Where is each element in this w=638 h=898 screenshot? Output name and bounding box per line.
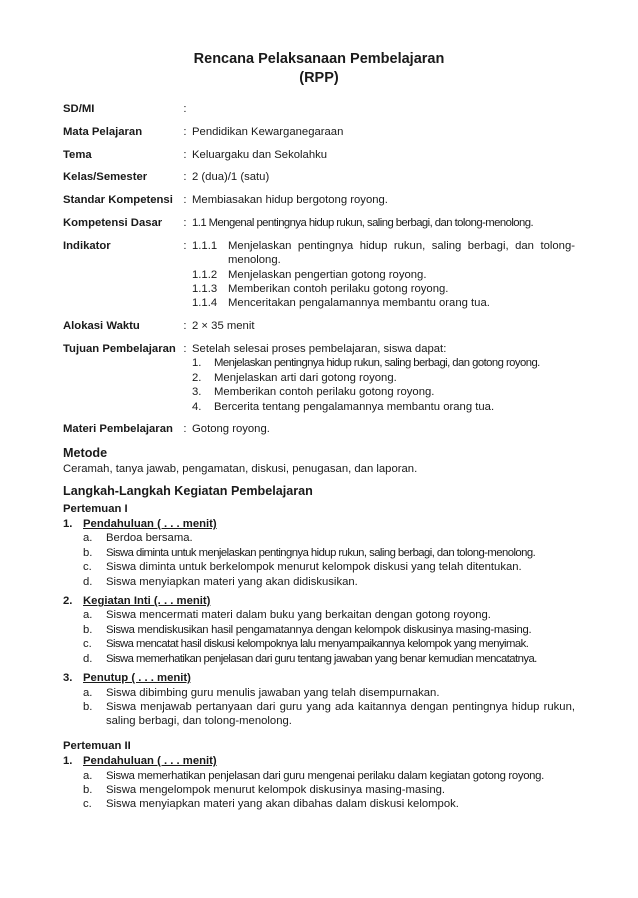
item-letter: d.: [83, 575, 93, 588]
step-label: Penutup ( . . . menit): [83, 672, 191, 685]
meta-row-kd: [63, 216, 575, 239]
tujuan-intro: Setelah selesai proses pembelajaran, siswa dapat:: [192, 343, 447, 355]
indikator-list: [192, 239, 575, 319]
item-text: Menceritakan pengalamannya membantu orang tua.: [228, 297, 490, 310]
step-label: Kegiatan Inti (. . . menit): [83, 595, 211, 608]
step-number: 3.: [63, 672, 73, 685]
rpp-identity-table: [63, 102, 575, 445]
meeting-title-2: Pertemuan II: [63, 739, 131, 752]
meta-colon: :: [183, 148, 187, 161]
item-number: 4.: [192, 400, 202, 413]
list-item: [63, 546, 575, 560]
meta-row-tujuan: [63, 342, 575, 422]
list-item: [63, 652, 575, 666]
meta-value: Keluargaku dan Sekolahku: [192, 148, 328, 161]
meta-label: Kelas/Semester: [63, 171, 148, 184]
item-letter: a.: [83, 686, 93, 699]
item-letter: c.: [83, 798, 92, 811]
item-number: 1.1.1: [192, 239, 218, 252]
document-page: [63, 50, 575, 812]
list-item: [192, 371, 575, 385]
item-text: Siswa diminta untuk menjelaskan pentingnya hidup rukun, saling berbagi, dan tolong-menolong.: [106, 546, 536, 559]
item-number: 1.: [192, 357, 202, 370]
meta-colon: :: [183, 423, 187, 436]
meta-row-materi: [63, 422, 575, 445]
item-text: Menjelaskan pentingnya hidup rukun, saling berbagi, dan tolong-menolong.: [228, 239, 575, 267]
meta-colon: :: [183, 343, 187, 355]
meta-label: Tujuan Pembelajaran: [63, 343, 176, 355]
meta-row-indikator: [63, 239, 575, 319]
meta-value: 2 × 35 menit: [192, 320, 255, 333]
list-item: [192, 239, 575, 268]
meta-colon: :: [183, 103, 187, 115]
meta-value: 2 (dua)/1 (satu): [192, 171, 270, 184]
meta-label: Kompetensi Dasar: [63, 216, 163, 229]
meta-colon: :: [183, 239, 187, 252]
list-item: [192, 356, 575, 370]
item-letter: a.: [83, 532, 93, 545]
meta-value: Membiasakan hidup bergotong royong.: [192, 194, 388, 207]
item-text: Siswa mencatat hasil diskusi kelompoknya lalu menyampaikannya kelompok yang menyimak.: [106, 638, 529, 651]
item-number: 1.1.2: [192, 268, 218, 281]
list-item: [192, 400, 575, 414]
meta-row-alokasi: [63, 319, 575, 342]
meta-colon: :: [183, 171, 187, 184]
list-item: [63, 797, 575, 811]
step-label: Pendahuluan ( . . . menit): [83, 518, 217, 531]
item-text: Siswa menyiapkan materi yang akan didiskusikan.: [106, 575, 358, 588]
meta-label: SD/MI: [63, 103, 95, 115]
meta-row-sd: [63, 102, 575, 125]
item-text: Siswa mencermati materi dalam buku yang berkaitan dengan gotong royong.: [106, 609, 491, 622]
meeting-title-1: Pertemuan I: [63, 502, 128, 515]
meta-label: Standar Kompetensi: [63, 194, 173, 207]
item-text: Siswa memerhatikan penjelasan dari guru mengenai perilaku dalam kegiatan gotong royong.: [106, 769, 544, 782]
list-item: [63, 608, 575, 622]
meta-row-mapel: [63, 125, 575, 148]
title-line-2: (RPP): [299, 70, 339, 86]
meta-row-kelas: [63, 170, 575, 193]
meta-colon: :: [183, 216, 187, 229]
item-letter: d.: [83, 652, 93, 665]
item-number: 1.1.4: [192, 297, 218, 310]
item-text: Menjelaskan pentingnya hidup rukun, saling berbagi, dan gotong royong.: [214, 357, 540, 370]
item-letter: b.: [83, 783, 93, 796]
item-text: Siswa diminta untuk berkelompok menurut kelompok diskusi yang telah ditentukan.: [106, 561, 522, 574]
step-label: Pendahuluan ( . . . menit): [83, 755, 217, 768]
list-item: [192, 268, 575, 282]
tujuan-list: [192, 342, 575, 422]
meta-colon: :: [183, 125, 187, 138]
meta-label: Alokasi Waktu: [63, 320, 140, 333]
meta-label: Tema: [63, 148, 92, 161]
list-item: [63, 531, 575, 545]
meta-value: Gotong royong.: [192, 423, 270, 436]
item-letter: b.: [83, 700, 93, 713]
meta-colon: :: [183, 194, 187, 207]
item-text: Siswa dibimbing guru menulis jawaban yang telah disempurnakan.: [106, 686, 440, 699]
item-number: 3.: [192, 386, 202, 399]
item-letter: b.: [83, 546, 93, 559]
item-text: Siswa mengelompok menurut kelompok diskusinya masing-masing.: [106, 783, 446, 796]
item-letter: a.: [83, 609, 93, 622]
step-number: 1.: [63, 755, 73, 768]
list-item: [192, 282, 575, 296]
document-title: [63, 50, 575, 88]
item-text: Siswa menyiapkan materi yang akan dibahas dalam diskusi kelompok.: [106, 798, 459, 811]
meta-value: 1.1 Mengenal pentingnya hidup rukun, saling berbagi, dan tolong-menolong.: [192, 216, 534, 229]
item-text: Berdoa bersama.: [106, 532, 193, 545]
list-item: [63, 769, 575, 783]
list-item: [63, 637, 575, 651]
item-number: 2.: [192, 371, 202, 384]
item-letter: a.: [83, 769, 93, 782]
item-number: 1.1.3: [192, 283, 218, 295]
list-item: [192, 296, 575, 310]
item-text: Siswa mendiskusikan hasil pengamatannya dengan kelompok diskusinya masing-masing.: [106, 623, 532, 636]
step-number: 2.: [63, 595, 73, 608]
step-heading: [63, 671, 575, 685]
item-text: Bercerita tentang pengalamannya membantu orang tua.: [214, 400, 495, 413]
item-text: Memberikan contoh perilaku gotong royong.: [228, 283, 449, 295]
item-text: Menjelaskan arti dari gotong royong.: [214, 371, 397, 384]
step-heading: [63, 517, 575, 531]
item-text: Menjelaskan pengertian gotong royong.: [228, 268, 427, 281]
meta-row-tema: [63, 148, 575, 171]
item-letter: c.: [83, 638, 92, 651]
metode-text: Ceramah, tanya jawab, pengamatan, diskusi, penugasan, dan laporan.: [63, 463, 418, 476]
meta-label: Materi Pembelajaran: [63, 423, 173, 436]
list-item: [63, 623, 575, 637]
list-item: [63, 560, 575, 574]
meta-label: Mata Pelajaran: [63, 125, 143, 138]
step-number: 1.: [63, 518, 73, 531]
item-text: Siswa menjawab pertanyaan dari guru yang ada kaitannya dengan pentingnya hidup rukun, saling berbagi, dan tolong-menolong.: [106, 700, 575, 728]
list-item: [192, 385, 575, 399]
list-item: [63, 700, 575, 729]
item-letter: b.: [83, 623, 93, 636]
section-heading-metode: Metode: [63, 446, 108, 461]
section-heading-langkah: Langkah-Langkah Kegiatan Pembelajaran: [63, 483, 313, 498]
meta-value: [192, 102, 575, 125]
list-item: [63, 686, 575, 700]
meta-colon: :: [183, 320, 187, 333]
list-item: [63, 575, 575, 589]
meta-value: Pendidikan Kewarganegaraan: [192, 125, 344, 138]
meta-label: Indikator: [63, 239, 111, 252]
step-heading: [63, 754, 575, 768]
list-item: [63, 783, 575, 797]
item-text: Memberikan contoh perilaku gotong royong.: [214, 386, 435, 399]
item-text: Siswa memerhatikan penjelasan dari guru tentang jawaban yang benar kemudian mencatatnya.: [106, 652, 537, 665]
meta-row-sk: [63, 193, 575, 216]
step-heading: [63, 594, 575, 608]
title-line-1: Rencana Pelaksanaan Pembelajaran: [193, 51, 445, 67]
item-letter: c.: [83, 561, 92, 574]
